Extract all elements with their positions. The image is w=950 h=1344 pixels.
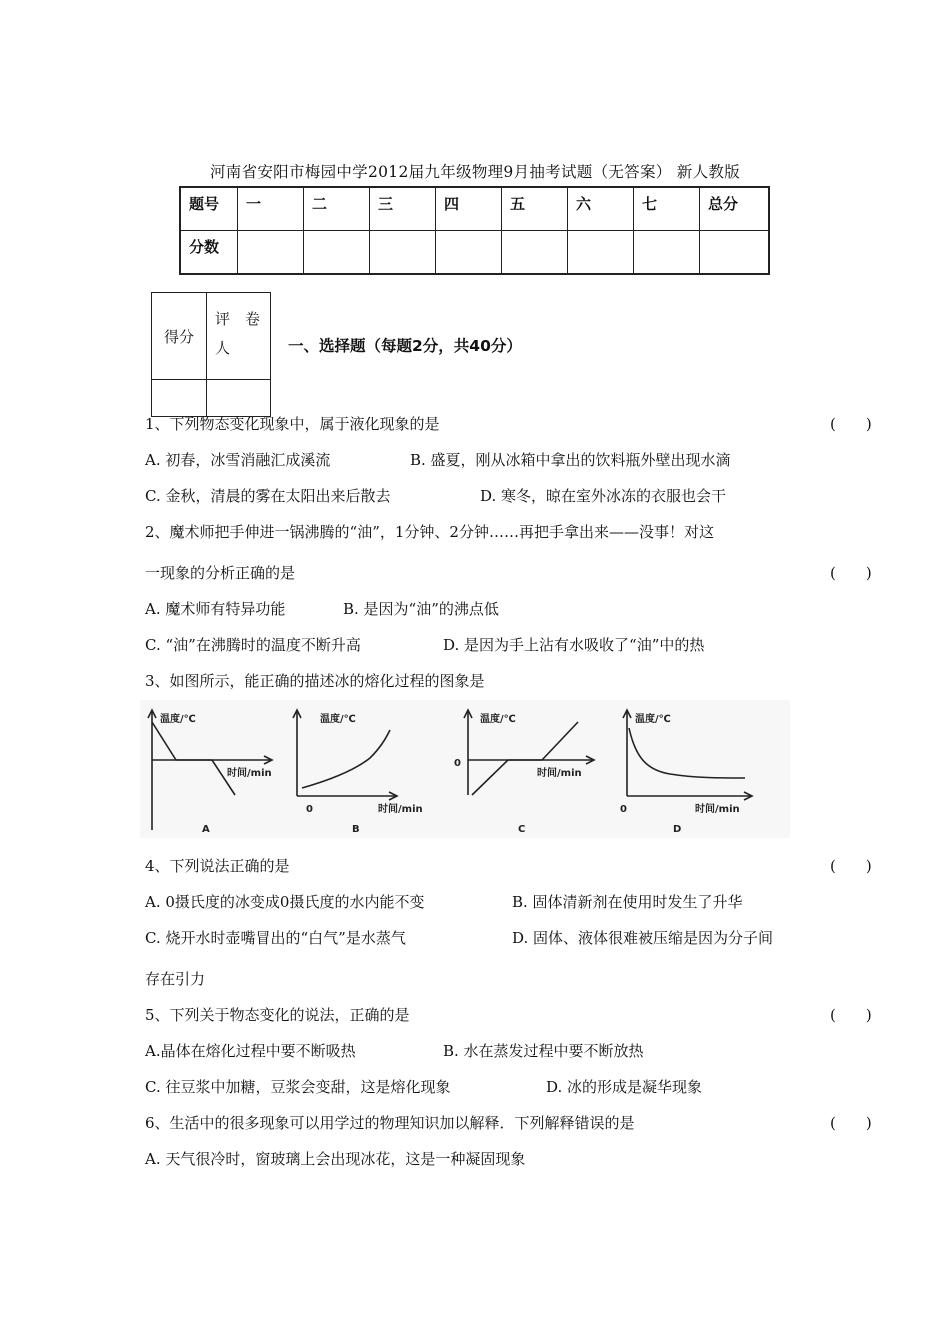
option-d: D. 固体、液体很难被压缩是因为分子间 bbox=[512, 929, 774, 947]
option-d: D. 寒冬，晾在室外冰冻的衣服也会干 bbox=[480, 487, 727, 505]
option-a: A. 天气很冷时，窗玻璃上会出现冰花，这是一种凝固现象 bbox=[145, 1150, 526, 1168]
origin-b: 0 bbox=[306, 804, 313, 815]
answer-paren: ( ) bbox=[830, 1006, 872, 1024]
score-cell bbox=[502, 231, 568, 275]
header-cell: 四 bbox=[436, 187, 502, 231]
graph-label-c: C bbox=[518, 824, 526, 835]
option-c: C. “油”在沸腾时的温度不断升高 bbox=[145, 636, 361, 654]
question-3-stem: 3、如图所示，能正确的描述冰的熔化过程的图象是 bbox=[145, 672, 485, 690]
ylabel-d: 温度/℃ bbox=[635, 714, 671, 725]
score-cell bbox=[238, 231, 304, 275]
graph-label-b: B bbox=[352, 824, 360, 835]
grader-label bbox=[207, 293, 271, 380]
row-label: 分数 bbox=[180, 231, 238, 275]
option-b: B. 是因为“油”的沸点低 bbox=[343, 600, 499, 618]
answer-paren: ( ) bbox=[830, 564, 872, 582]
score-label: 得分 bbox=[152, 293, 207, 380]
score-cell bbox=[304, 231, 370, 275]
answer-paren: ( ) bbox=[830, 1114, 872, 1132]
score-cell bbox=[700, 231, 770, 275]
graph-label-d: D bbox=[673, 824, 682, 835]
question-2-stem: 2、魔术师把手伸进一锅沸腾的“油”，1分钟、2分钟……再把手拿出来——没事！对这 bbox=[145, 523, 714, 541]
header-cell: 三 bbox=[370, 187, 436, 231]
question-4-stem: 4、下列说法正确的是 bbox=[145, 857, 290, 875]
score-cell bbox=[436, 231, 502, 275]
grader-table bbox=[151, 292, 271, 417]
grader-label-line1: 评 卷 bbox=[215, 310, 261, 328]
ylabel-a: 温度/℃ bbox=[160, 714, 196, 725]
header-cell: 五 bbox=[502, 187, 568, 231]
header-cell: 题号 bbox=[180, 187, 238, 231]
section-title: 一、选择题（每题2分，共40分） bbox=[288, 337, 522, 355]
question-1-stem: 1、下列物态变化现象中，属于液化现象的是 bbox=[145, 415, 440, 433]
score-cell bbox=[634, 231, 700, 275]
grader-value-cell bbox=[207, 380, 271, 417]
ylabel-b: 温度/℃ bbox=[320, 714, 356, 725]
xlabel-b: 时间/min bbox=[378, 804, 423, 815]
header-cell: 七 bbox=[634, 187, 700, 231]
question-6-stem: 6、生活中的很多现象可以用学过的物理知识加以解释．下列解释错误的是 bbox=[145, 1114, 635, 1132]
option-d: D. 是因为手上沾有水吸收了“油”中的热 bbox=[443, 636, 705, 654]
option-d-cont: 存在引力 bbox=[145, 970, 206, 988]
xlabel-d: 时间/min bbox=[695, 804, 740, 815]
option-c: C. 往豆浆中加糖，豆浆会变甜，这是熔化现象 bbox=[145, 1078, 451, 1096]
option-a: A. 0摄氏度的冰变成0摄氏度的水内能不变 bbox=[145, 893, 425, 911]
answer-paren: ( ) bbox=[830, 857, 872, 875]
question-2-stem-cont: 一现象的分析正确的是 bbox=[145, 564, 296, 582]
origin-d: 0 bbox=[620, 804, 627, 815]
option-a: A. 魔术师有特异功能 bbox=[145, 600, 286, 618]
header-cell: 六 bbox=[568, 187, 634, 231]
graph-label-a: A bbox=[202, 824, 210, 835]
xlabel-c: 时间/min bbox=[537, 768, 582, 779]
score-cell bbox=[568, 231, 634, 275]
figure-graphs bbox=[140, 700, 790, 838]
option-c: C. 金秋，清晨的雾在太阳出来后散去 bbox=[145, 487, 391, 505]
zero-c: 0 bbox=[454, 758, 461, 769]
score-table bbox=[179, 186, 770, 275]
grader-label-line2: 人 bbox=[215, 339, 231, 357]
header-cell: 一 bbox=[238, 187, 304, 231]
xlabel-a: 时间/min bbox=[227, 768, 272, 779]
option-c: C. 烧开水时壶嘴冒出的“白气”是水蒸气 bbox=[145, 929, 406, 947]
header-cell: 二 bbox=[304, 187, 370, 231]
score-table-score-row bbox=[180, 231, 769, 275]
header-cell: 总分 bbox=[700, 187, 770, 231]
ylabel-c: 温度/℃ bbox=[480, 714, 516, 725]
option-a: A. 初春，冰雪消融汇成溪流 bbox=[145, 451, 331, 469]
score-table-header-row bbox=[180, 187, 769, 231]
answer-paren: ( ) bbox=[830, 415, 872, 433]
option-a: A.晶体在熔化过程中要不断吸热 bbox=[145, 1042, 356, 1060]
option-d: D. 冰的形成是凝华现象 bbox=[546, 1078, 703, 1096]
score-value-cell bbox=[152, 380, 207, 417]
question-5-stem: 5、下列关于物态变化的说法，正确的是 bbox=[145, 1006, 410, 1024]
option-b: B. 固体清新剂在使用时发生了升华 bbox=[512, 893, 743, 911]
option-b: B. 盛夏，刚从冰箱中拿出的饮料瓶外壁出现水滴 bbox=[410, 451, 731, 469]
score-cell bbox=[370, 231, 436, 275]
page-title: 河南省安阳市梅园中学2012届九年级物理9月抽考试题（无答案） 新人教版 bbox=[209, 163, 741, 181]
option-b: B. 水在蒸发过程中要不断放热 bbox=[443, 1042, 644, 1060]
